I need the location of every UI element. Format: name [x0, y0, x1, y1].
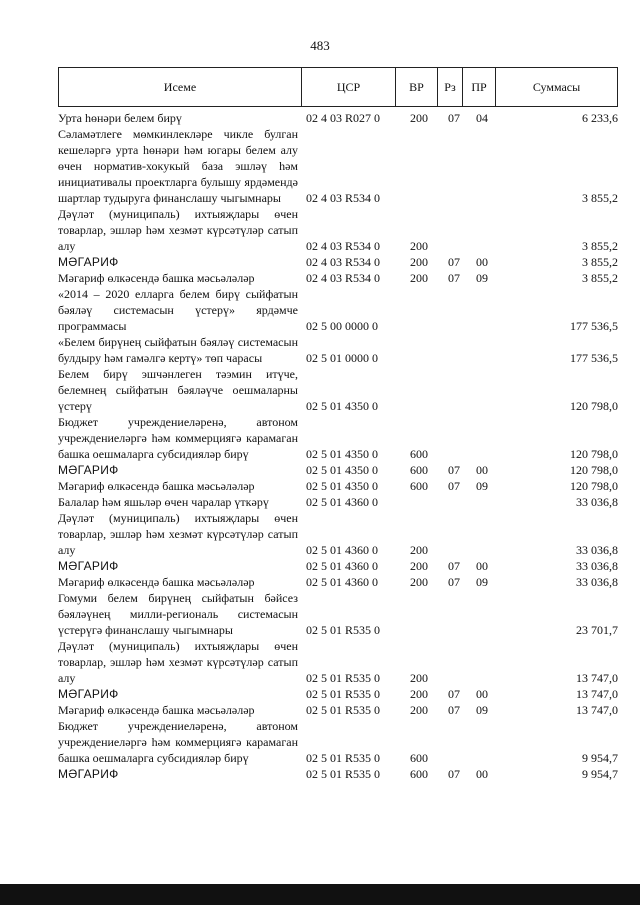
row-name: Белем бирү эшчәнлеген тәэмин итүче, белемнең сыйфатын бәяләүче оешмаларны үстерү [58, 367, 298, 413]
row-vr: 200 [410, 111, 428, 125]
row-vr: 200 [410, 271, 428, 285]
row-pr: 09 [476, 271, 488, 285]
row-rz: 07 [448, 271, 460, 285]
row-name: Сәламәтлеге мөмкинлекләре чикле булган кешеләргә урта һөнәри һәм югары белем алу өчен норматив-хокукый база эшләү һәм инициативалы проектларга булышу ярдәмендә шартлар тудыруга финанслашу чыгымнары [58, 127, 298, 205]
row-sum: 23 701,7 [576, 623, 618, 637]
row-sum: 3 855,2 [582, 239, 618, 253]
row-sum: 120 798,0 [570, 447, 618, 461]
row-name: МӘГАРИФ [58, 463, 119, 477]
table-row [58, 254, 618, 270]
row-sum: 9 954,7 [582, 767, 618, 781]
table-header [58, 67, 618, 107]
row-csr: 02 5 01 R535 0 [306, 767, 381, 781]
row-csr: 02 5 01 4350 0 [306, 447, 378, 461]
row-csr: 02 5 01 R535 0 [306, 751, 381, 765]
table-row [58, 334, 618, 366]
row-name: «2014 – 2020 елларга белем бирү сыйфатын бәяләү системасын үстерү» ярдәмче программасы [58, 287, 298, 333]
header-vr: ВР [395, 68, 437, 106]
row-rz: 07 [448, 479, 460, 493]
row-vr: 200 [410, 255, 428, 269]
row-csr: 02 5 01 R535 0 [306, 703, 381, 717]
row-pr: 00 [476, 463, 488, 477]
table-row [58, 558, 618, 574]
row-pr: 00 [476, 255, 488, 269]
row-csr: 02 4 03 R534 0 [306, 191, 381, 205]
table-row [58, 718, 618, 766]
scan-edge [0, 884, 640, 905]
row-vr: 600 [410, 767, 428, 781]
row-rz: 07 [448, 111, 460, 125]
row-sum: 3 855,2 [582, 271, 618, 285]
row-vr: 200 [410, 687, 428, 701]
page-number: 483 [310, 38, 330, 53]
table-row [58, 366, 618, 414]
header-rz: Рз [437, 68, 462, 106]
row-csr: 02 4 03 R534 0 [306, 255, 381, 269]
row-vr: 200 [410, 239, 428, 253]
row-sum: 33 036,8 [576, 543, 618, 557]
row-vr: 600 [410, 447, 428, 461]
header-pr: ПР [462, 68, 495, 106]
row-csr: 02 5 01 R535 0 [306, 671, 381, 685]
row-csr: 02 5 00 0000 0 [306, 319, 378, 333]
row-vr: 200 [410, 671, 428, 685]
header-name: Исеме [163, 80, 197, 94]
row-name: Мәгариф өлкәсендә башка мәсьәләләр [58, 703, 255, 717]
table-row [58, 126, 618, 206]
row-sum: 120 798,0 [570, 479, 618, 493]
row-csr: 02 5 01 4350 0 [306, 479, 378, 493]
row-vr: 200 [410, 559, 428, 573]
row-rz: 07 [448, 703, 460, 717]
row-csr: 02 5 01 0000 0 [306, 351, 378, 365]
row-name: Дәүләт (муниципаль) ихтыяҗлары өчен товарлар, эшләр һәм хезмәт күрсәтүләр сатып алу [58, 207, 298, 253]
row-name: Мәгариф өлкәсендә башка мәсьәләләр [58, 575, 255, 589]
row-sum: 177 536,5 [570, 351, 618, 365]
row-name: Балалар һәм яшьләр өчен чаралар үткәрү [58, 495, 269, 509]
row-name: Дәүләт (муниципаль) ихтыяҗлары өчен товарлар, эшләр һәм хезмәт күрсәтүләр сатып алу [58, 639, 298, 685]
row-csr: 02 5 01 4350 0 [306, 463, 378, 477]
row-name: МӘГАРИФ [58, 687, 119, 701]
table-row [58, 574, 618, 590]
row-csr: 02 4 03 R027 0 [306, 111, 381, 125]
row-sum: 33 036,8 [576, 575, 618, 589]
row-sum: 13 747,0 [576, 703, 618, 717]
row-csr: 02 5 01 4350 0 [306, 399, 378, 413]
header-sum: Суммасы [495, 68, 617, 106]
row-csr: 02 4 03 R534 0 [306, 271, 381, 285]
table-row [58, 286, 618, 334]
row-name: МӘГАРИФ [58, 559, 119, 573]
row-name: Мәгариф өлкәсендә башка мәсьәләләр [58, 271, 255, 285]
row-csr: 02 5 01 R535 0 [306, 623, 381, 637]
row-sum: 177 536,5 [570, 319, 618, 333]
row-sum: 33 036,8 [576, 495, 618, 509]
table-row [58, 510, 618, 558]
row-rz: 07 [448, 463, 460, 477]
table-row [58, 206, 618, 254]
table-row [58, 270, 618, 286]
row-sum: 13 747,0 [576, 687, 618, 701]
row-rz: 07 [448, 767, 460, 781]
row-pr: 09 [476, 575, 488, 589]
row-csr: 02 5 01 4360 0 [306, 575, 378, 589]
table-row [58, 702, 618, 718]
row-name: Мәгариф өлкәсендә башка мәсьәләләр [58, 479, 255, 493]
row-sum: 9 954,7 [582, 751, 618, 765]
row-name: Дәүләт (муниципаль) ихтыяҗлары өчен товарлар, эшләр һәм хезмәт күрсәтүләр сатып алу [58, 511, 298, 557]
table-row [58, 686, 618, 702]
row-name: «Белем бирүнең сыйфатын бәяләү системасын булдыру һәм гамәлгә кертү» төп чарасы [58, 335, 298, 365]
row-pr: 00 [476, 687, 488, 701]
row-name: МӘГАРИФ [58, 767, 119, 781]
row-sum: 33 036,8 [576, 559, 618, 573]
row-pr: 09 [476, 479, 488, 493]
row-pr: 09 [476, 703, 488, 717]
table-row [58, 478, 618, 494]
table-row [58, 462, 618, 478]
row-sum: 120 798,0 [570, 463, 618, 477]
row-csr: 02 5 01 4360 0 [306, 495, 378, 509]
row-vr: 200 [410, 575, 428, 589]
table-row [58, 638, 618, 686]
row-pr: 00 [476, 559, 488, 573]
table-row [58, 766, 618, 782]
row-rz: 07 [448, 575, 460, 589]
row-name: Гомуми белем бирүнең сыйфатын бәйсез бәяләүнең милли-региональ системасын үстерүгә финанслашу чыгымнары [58, 591, 298, 637]
row-vr: 200 [410, 543, 428, 557]
row-pr: 04 [476, 111, 488, 125]
row-name: Урта һөнәри белем бирү [58, 111, 182, 125]
row-sum: 6 233,6 [582, 111, 618, 125]
header-csr: ЦСР [301, 68, 395, 106]
row-rz: 07 [448, 687, 460, 701]
row-name: Бюджет учреждениеләренә, автоном учреждениеләргә һәм коммерциягә карамаган башка оешмаларга субсидияләр бирү [58, 719, 298, 765]
row-name: МӘГАРИФ [58, 255, 119, 269]
row-csr: 02 5 01 4360 0 [306, 559, 378, 573]
table-row [58, 590, 618, 638]
row-vr: 600 [410, 463, 428, 477]
row-csr: 02 4 03 R534 0 [306, 239, 381, 253]
row-sum: 120 798,0 [570, 399, 618, 413]
row-rz: 07 [448, 255, 460, 269]
row-pr: 00 [476, 767, 488, 781]
row-vr: 600 [410, 751, 428, 765]
table-row [58, 414, 618, 462]
row-rz: 07 [448, 559, 460, 573]
table-row [58, 110, 618, 126]
row-sum: 3 855,2 [582, 191, 618, 205]
row-vr: 200 [410, 703, 428, 717]
row-vr: 600 [410, 479, 428, 493]
table-body [58, 110, 618, 782]
row-csr: 02 5 01 R535 0 [306, 687, 381, 701]
table-row [58, 494, 618, 510]
row-sum: 13 747,0 [576, 671, 618, 685]
row-sum: 3 855,2 [582, 255, 618, 269]
row-name: Бюджет учреждениеләренә, автоном учреждениеләргә һәм коммерциягә карамаган башка оешмаларга субсидияләр бирү [58, 415, 298, 461]
row-csr: 02 5 01 4360 0 [306, 543, 378, 557]
